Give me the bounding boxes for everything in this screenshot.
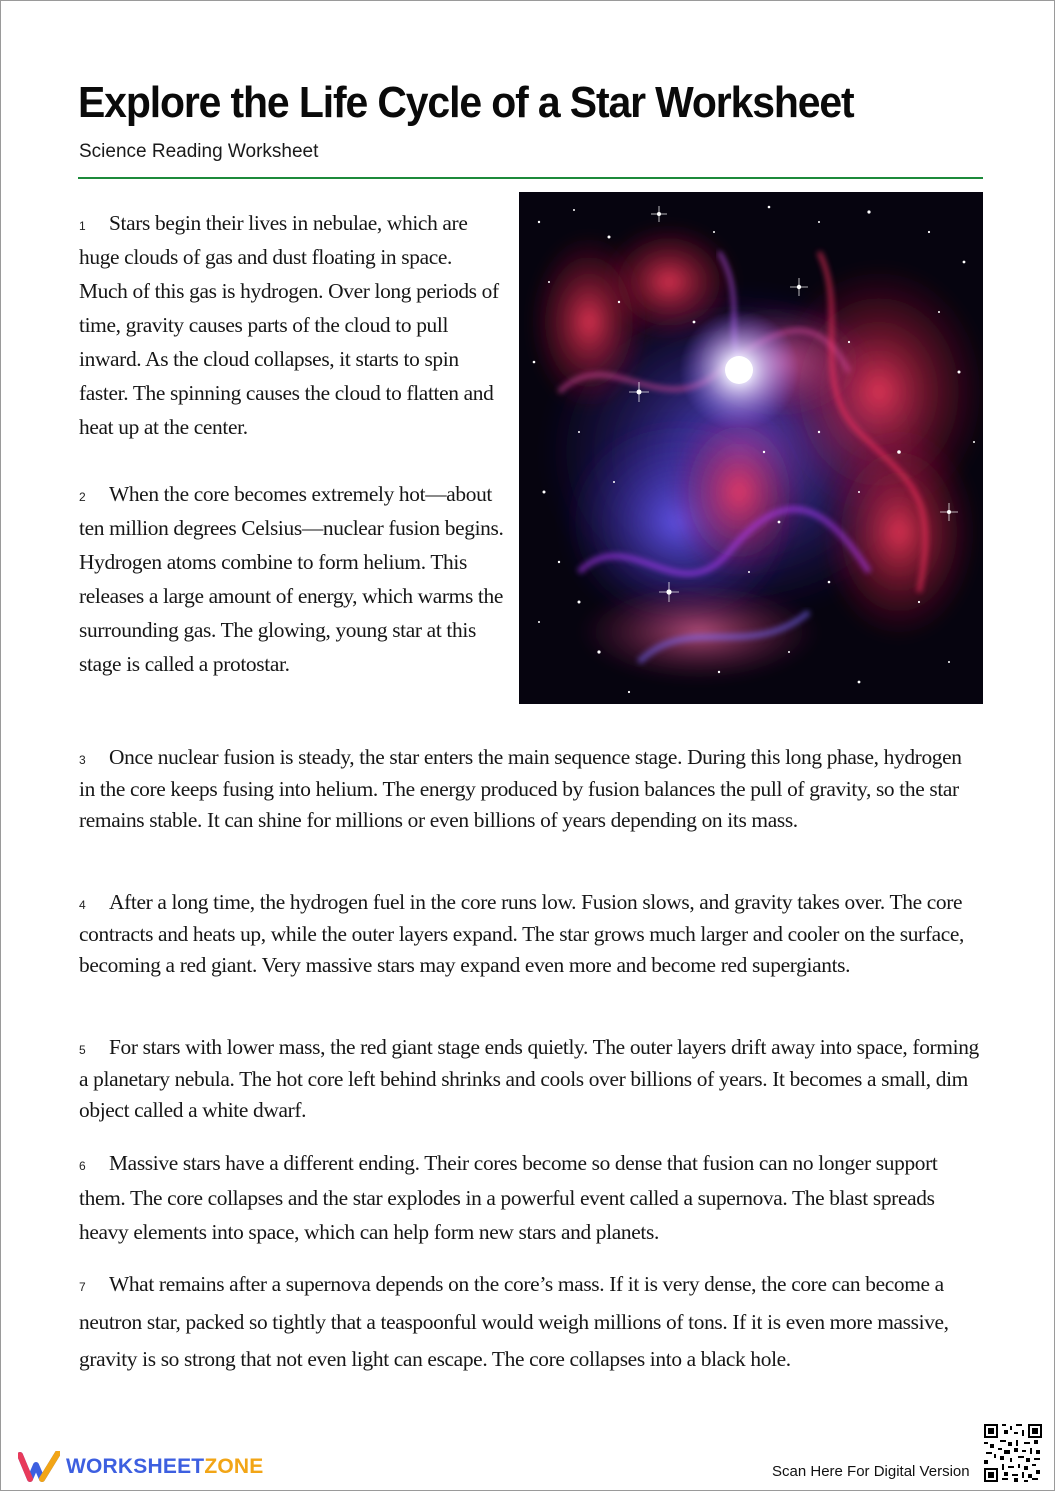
paragraph-4 (79, 887, 979, 982)
nebula-illustration (519, 192, 983, 704)
page-subtitle: Science Reading Worksheet (79, 141, 319, 162)
paragraph-number: 1 (79, 219, 86, 233)
paragraph-number: 3 (79, 753, 86, 767)
paragraph-number: 2 (79, 490, 86, 504)
paragraph-text: Stars begin their lives in nebulae, which are huge clouds of gas and dust floating in space. Much of this gas is hydrogen. Over long periods of time, gravity causes parts of the cloud to pull inward. As the cloud collapses, it starts to spin faster. The spinning causes the cloud to flatten and heat up at the center. (79, 211, 499, 439)
header-divider (78, 177, 983, 179)
paragraph-7 (79, 1266, 979, 1379)
paragraph-number: 5 (79, 1043, 86, 1057)
paragraph-5 (79, 1032, 979, 1127)
paragraph-text: For stars with lower mass, the red giant stage ends quietly. The outer layers drift away into space, forming a planetary nebula. The hot core left behind shrinks and cools over billions of years. It becomes a small, dim object called a white dwarf. (79, 1035, 979, 1123)
paragraph-text: Massive stars have a different ending. Their cores become so dense that fusion can no longer support them. The core collapses and the star explodes in a powerful event called a supernova. The blast spreads heavy elements into space, which can help form new stars and planets. (79, 1151, 938, 1244)
worksheetzone-logo[interactable] (18, 1451, 263, 1483)
paragraph-1 (79, 206, 504, 444)
paragraph-3 (79, 742, 979, 837)
paragraph-text: Once nuclear fusion is steady, the star enters the main sequence stage. During this long phase, hydrogen in the core keeps fusing into helium. The energy produced by fusion balances the pull of gravity, so the star remains stable. It can shine for millions or even billions of years depending on its mass. (79, 745, 962, 833)
paragraph-2 (79, 477, 504, 681)
paragraph-text: After a long time, the hydrogen fuel in the core runs low. Fusion slows, and gravity takes over. The core contracts and heats up, while the outer layers expand. The star grows much larger and cooler on the surface, becoming a red giant. Very massive stars may expand even more and become red supergiants. (79, 890, 965, 978)
paragraph-text: When the core becomes extremely hot—about ten million degrees Celsius—nuclear fusion begins. Hydrogen atoms combine to form helium. This releases a large amount of energy, which warms the surrounding gas. The glowing, young star at this stage is called a protostar. (79, 482, 504, 676)
scan-label: Scan Here For Digital Version (772, 1463, 970, 1480)
worksheetzone-logo-icon (18, 1451, 60, 1483)
qr-code-icon[interactable] (984, 1424, 1042, 1482)
paragraph-number: 6 (79, 1159, 86, 1173)
paragraph-number: 4 (79, 898, 86, 912)
page-title: Explore the Life Cycle of a Star Worksheet (78, 78, 854, 127)
nebula-image (519, 192, 983, 704)
paragraph-6 (79, 1146, 979, 1250)
paragraph-number: 7 (79, 1280, 86, 1294)
logo-wordmark: WORKSHEETZONE (66, 1455, 264, 1478)
paragraph-text: What remains after a supernova depends on the core’s mass. If it is very dense, the core can become a neutron star, packed so tightly that a teaspoonful would weigh millions of tons. If it is even more massive, gravity is so strong that not even light can escape. The core collapses into a black hole. (79, 1272, 949, 1371)
